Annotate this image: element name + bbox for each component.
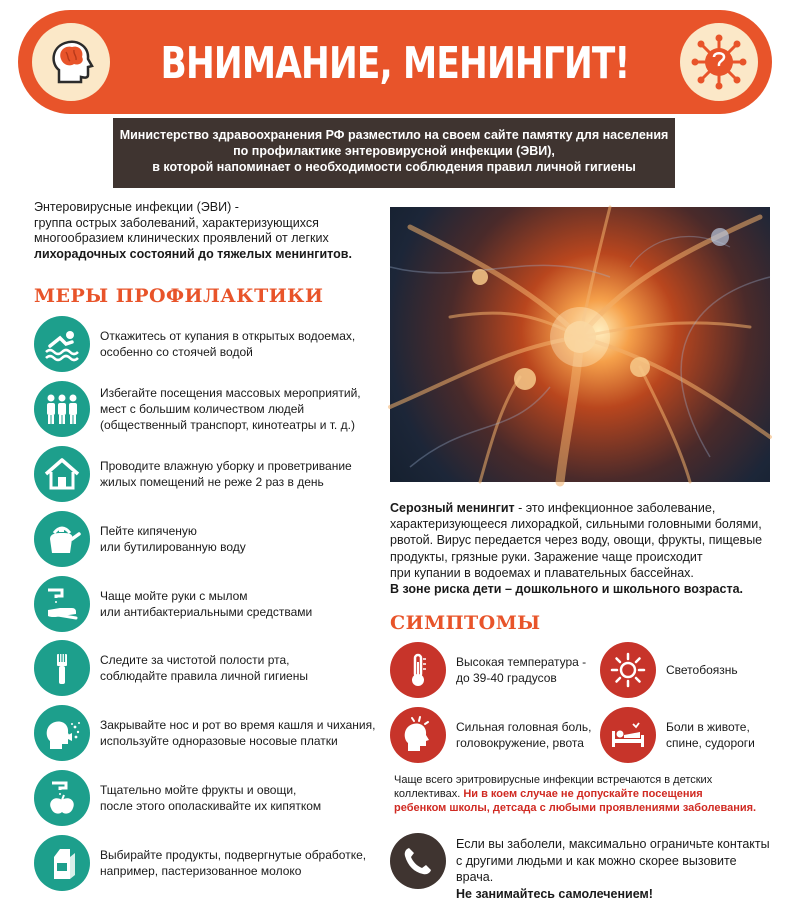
prevention-list — [34, 312, 384, 895]
virus-icon — [680, 23, 758, 101]
prevention-title: МЕРЫ ПРОФИЛАКТИКИ — [34, 285, 323, 307]
kids-warning-red: Ни в коем случае не допускайте посещения — [463, 788, 702, 800]
swimmer-icon — [34, 316, 90, 372]
meningitis-text: - это инфекционное заболевание, — [515, 501, 716, 515]
symptom-text: до 39-40 градусов — [456, 670, 586, 686]
symptom-text: спине, судороги — [666, 735, 755, 751]
symptom-text: Сильная головная боль, — [456, 719, 591, 735]
meningitis-text: характеризующееся лихорадкой, сильными головными болями, — [390, 516, 775, 532]
list-item — [34, 636, 384, 701]
list-item-text: мест с большим количеством людей — [100, 401, 361, 417]
brain-head-icon — [32, 23, 110, 101]
evi-line: многообразием клинических проявлений от легких — [34, 231, 374, 247]
list-item-text: после этого ополаскивайте их кипятком — [100, 798, 321, 814]
list-item-text: Пейте кипяченую — [100, 523, 246, 539]
toothbrush-icon — [34, 640, 90, 696]
milk-carton-icon — [34, 835, 90, 891]
list-item-text: Избегайте посещения массовых мероприятий, — [100, 385, 361, 401]
symptoms-title: СИМПТОМЫ — [390, 612, 541, 634]
list-item-text: Откажитесь от купания в открытых водоемах, — [100, 328, 355, 344]
meningitis-text: при купании в водоемах и плавательных бассейнах. — [390, 565, 775, 581]
evi-heading: Энтеровирусные инфекции (ЭВИ) - — [34, 200, 374, 216]
list-item — [34, 701, 384, 766]
list-item — [34, 830, 384, 895]
list-item-text: Чаще мойте руки с мылом — [100, 588, 312, 604]
list-item — [34, 442, 384, 507]
list-item-text: Следите за чистотой полости рта, — [100, 652, 308, 668]
meningitis-text: продукты, грязные руки. Заражение чаще происходит — [390, 549, 775, 565]
symptom-text: Высокая температура - — [456, 654, 586, 670]
intro-line: Министерство здравоохранения РФ разместило на своем сайте памятку для населения — [113, 127, 675, 143]
meningitis-description — [390, 500, 775, 597]
kids-warning-red: ребенком школы, детсада с любыми проявлениями заболевания. — [394, 801, 774, 815]
list-item-text: соблюдайте правила личной гигиены — [100, 668, 308, 684]
list-item-text: или бутилированную воду — [100, 539, 246, 555]
evi-line: группа острых заболеваний, характеризующихся — [34, 216, 374, 232]
house-icon — [34, 446, 90, 502]
symptom-text: головокружение, рвота — [456, 735, 591, 751]
list-item — [34, 506, 384, 571]
list-item-text: Закрывайте нос и рот во время кашля и чихания, — [100, 717, 375, 733]
meningitis-text: рвотой. Вирус передается через воду, овощи, фрукты, пищевые — [390, 532, 775, 548]
list-item-text: например, пастеризованное молоко — [100, 863, 366, 879]
list-item — [34, 766, 384, 831]
crowd-icon — [34, 381, 90, 437]
intro-line: в которой напоминает о необходимости соблюдения правил личной гигиены — [113, 159, 675, 175]
kids-warning-text: Чаще всего эритровирусные инфекции встречаются в детских — [394, 773, 774, 787]
neuron-image — [390, 207, 770, 482]
list-item-text: особенно со стоячей водой — [100, 344, 355, 360]
sneezing-icon — [34, 705, 90, 761]
final-advice-bold: Не занимайтесь самолечением! — [456, 886, 776, 902]
list-item-text: Тщательно мойте фрукты и овощи, — [100, 782, 321, 798]
list-item — [34, 571, 384, 636]
intro-block — [113, 118, 675, 188]
thermometer-icon — [390, 642, 446, 698]
list-item-text: жилых помещений не реже 2 раз в день — [100, 474, 352, 490]
evi-line: лихорадочных состояний до тяжелых менингитов. — [34, 247, 374, 263]
list-item-text: (общественный транспорт, кинотеатры и т. д.) — [100, 417, 361, 433]
symptom-item — [600, 707, 755, 763]
list-item — [34, 377, 384, 442]
list-item — [34, 312, 384, 377]
list-item-text: используйте одноразовые носовые платки — [100, 733, 375, 749]
symptom-item — [390, 707, 591, 763]
kettle-icon — [34, 511, 90, 567]
list-item-text: Проводите влажную уборку и проветривание — [100, 458, 352, 474]
headache-icon — [390, 707, 446, 763]
washing-fruit-icon — [34, 770, 90, 826]
list-item-text: или антибактериальными средствами — [100, 604, 312, 620]
final-advice-text: с другими людьми и как можно скорее вызовите врача. — [456, 853, 776, 886]
lying-patient-icon — [600, 707, 656, 763]
symptom-item — [390, 642, 586, 698]
page-title: ВНИМАНИЕ, МЕНИНГИТ! — [187, 28, 604, 98]
list-item-text: Выбирайте продукты, подвергнутые обработке, — [100, 847, 366, 863]
evi-definition — [34, 200, 374, 262]
symptom-text: Боли в животе, — [666, 719, 755, 735]
risk-group: В зоне риска дети – дошкольного и школьного возраста. — [390, 581, 775, 597]
phone-icon — [390, 833, 446, 889]
symptom-item — [600, 642, 738, 698]
hand-washing-icon — [34, 576, 90, 632]
intro-line: по профилактике энтеровирусной инфекции (ЭВИ), — [113, 143, 675, 159]
symptom-text: Светобоязнь — [666, 662, 738, 678]
meningitis-lead: Серозный менингит — [390, 501, 515, 515]
sun-icon — [600, 642, 656, 698]
final-advice-text: Если вы заболели, максимально ограничьте контакты — [456, 836, 776, 853]
kids-warning-text: коллективах. — [394, 788, 463, 800]
final-advice — [456, 836, 776, 902]
header-banner — [18, 10, 772, 114]
kids-warning — [394, 773, 774, 815]
